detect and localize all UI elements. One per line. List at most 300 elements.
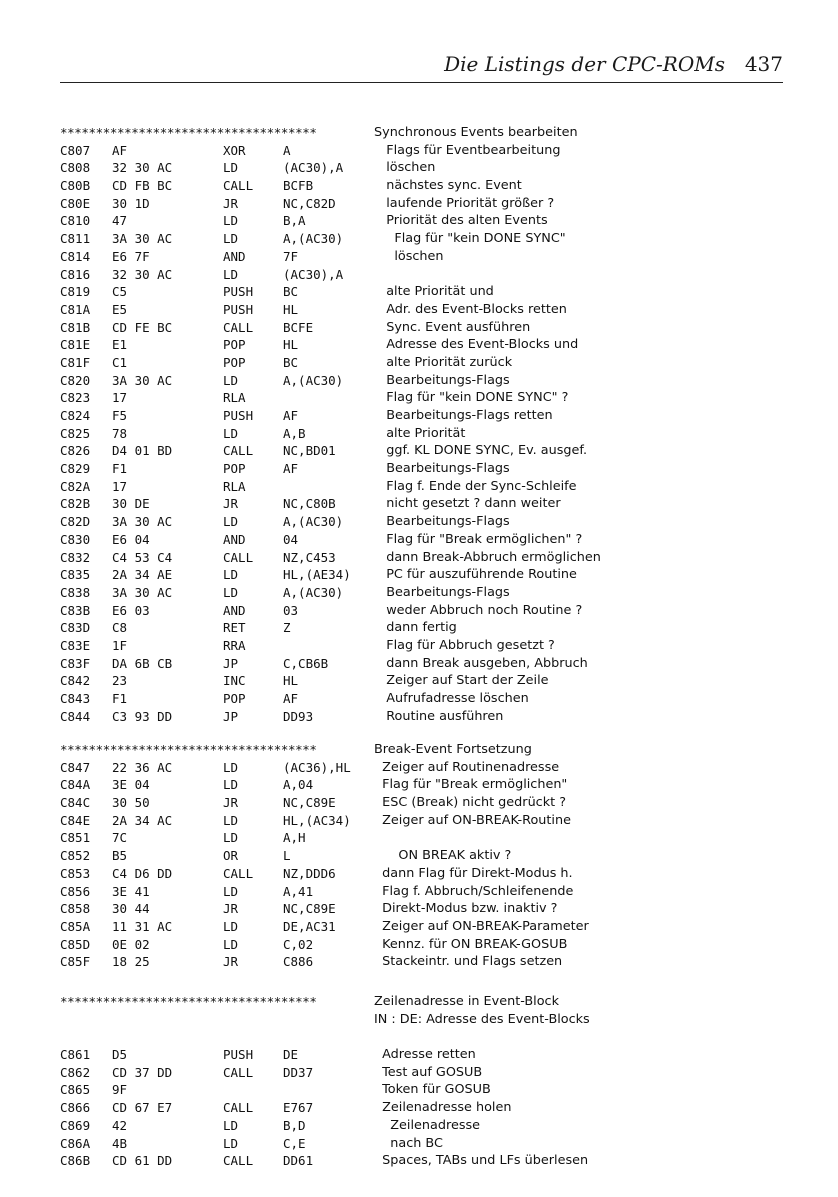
comment: dann fertig xyxy=(374,620,457,636)
mnemonic: LD xyxy=(223,777,239,793)
hex-bytes: 3A 30 AC xyxy=(112,372,173,388)
mnemonic: LD xyxy=(223,936,239,952)
comment: ESC (Break) nicht gedrückt ? xyxy=(374,795,566,811)
operand: A,(AC30) xyxy=(283,514,344,530)
address: C824 xyxy=(60,408,91,423)
mnemonic: LD xyxy=(223,231,239,247)
comment: Aufrufadresse löschen xyxy=(374,691,529,706)
listing-line xyxy=(60,336,790,354)
comment: alte Priorität und xyxy=(374,284,494,300)
operand: DD37 xyxy=(283,1064,314,1080)
page-number: 437 xyxy=(744,52,783,76)
hex-bytes: 78 xyxy=(112,425,128,441)
hex-bytes: AF xyxy=(112,142,128,158)
mnemonic: LD xyxy=(223,883,239,899)
listing-line xyxy=(60,865,790,883)
operand: BCFE xyxy=(283,319,314,335)
address: C81F xyxy=(60,354,91,370)
mnemonic: CALL xyxy=(223,319,254,335)
listing-line xyxy=(60,1135,790,1153)
comment: Stackeintr. und Flags setzen xyxy=(374,954,563,970)
section-subheading-row xyxy=(60,1011,790,1029)
hex-bytes: C3 93 DD xyxy=(112,708,173,724)
mnemonic: XOR xyxy=(223,142,246,158)
hex-bytes: D4 01 BD xyxy=(112,443,173,459)
mnemonic: LD xyxy=(223,213,239,229)
address: C83E xyxy=(60,637,91,653)
listing-line xyxy=(60,159,790,177)
listing-line xyxy=(60,460,790,478)
mnemonic: RLA xyxy=(223,390,246,406)
hex-bytes: 47 xyxy=(112,213,128,229)
address: C814 xyxy=(60,248,91,264)
running-title: Die Listings der CPC-ROMs xyxy=(444,52,725,76)
mnemonic: RRA xyxy=(223,637,246,653)
hex-bytes: 3E 41 xyxy=(112,883,150,899)
section-heading: Break-Event Fortsetzung xyxy=(374,742,532,757)
listing-line xyxy=(60,425,790,443)
listing-line xyxy=(60,1064,790,1082)
listing-line xyxy=(60,953,790,971)
address: C85D xyxy=(60,936,91,952)
address: C851 xyxy=(60,830,91,846)
listing-line xyxy=(60,1117,790,1135)
mnemonic: POP xyxy=(223,461,246,477)
address: C80B xyxy=(60,178,91,194)
section-heading-row xyxy=(60,741,790,759)
comment: nicht gesetzt ? dann weiter xyxy=(374,496,561,512)
listing-line xyxy=(60,900,790,918)
mnemonic: JR xyxy=(223,954,239,970)
address: C829 xyxy=(60,461,91,477)
address: C808 xyxy=(60,160,91,176)
mnemonic: LD xyxy=(223,830,239,846)
mnemonic: LD xyxy=(223,759,239,775)
comment: Flag für "Break ermöglichen" xyxy=(374,777,568,793)
mnemonic: INC xyxy=(223,673,246,689)
address: C835 xyxy=(60,567,91,583)
separator-stars: ************************************ xyxy=(60,994,317,1009)
hex-bytes: F5 xyxy=(112,408,128,423)
address: C85F xyxy=(60,954,91,970)
hex-bytes: B5 xyxy=(112,848,128,864)
operand: E767 xyxy=(283,1100,314,1116)
comment: nach BC xyxy=(374,1135,443,1151)
comment: Adresse des Event-Blocks und xyxy=(374,337,579,353)
comment: Flag für "kein DONE SYNC" ? xyxy=(374,390,569,406)
comment: Bearbeitungs-Flags xyxy=(374,372,510,388)
mnemonic: CALL xyxy=(223,1153,254,1169)
listing-line xyxy=(60,283,790,301)
listing-line xyxy=(60,690,790,708)
hex-bytes: E6 03 xyxy=(112,602,150,618)
mnemonic: OR xyxy=(223,848,239,864)
operand: L xyxy=(283,848,291,864)
comment: Flag f. Ende der Sync-Schleife xyxy=(374,478,577,494)
listing-line xyxy=(60,918,790,936)
operand: HL,(AE34) xyxy=(283,567,351,583)
operand: C886 xyxy=(283,954,314,970)
operand: HL xyxy=(283,337,299,353)
comment: ON BREAK aktiv ? xyxy=(374,848,512,864)
comment: Token für GOSUB xyxy=(374,1082,491,1098)
address: C843 xyxy=(60,691,91,706)
comment: ggf. KL DONE SYNC, Ev. ausgef. xyxy=(374,443,588,459)
listing-line xyxy=(60,372,790,390)
address: C858 xyxy=(60,901,91,917)
listing-line xyxy=(60,389,790,407)
address: C832 xyxy=(60,549,91,565)
listing-line xyxy=(60,495,790,513)
mnemonic: POP xyxy=(223,354,246,370)
hex-bytes: C4 D6 DD xyxy=(112,865,173,881)
mnemonic: LD xyxy=(223,425,239,441)
operand: BCFB xyxy=(283,178,314,194)
operand: NC,C89E xyxy=(283,795,336,811)
listing-line xyxy=(60,847,790,865)
hex-bytes: C5 xyxy=(112,284,128,300)
listing-section-zeilenadresse xyxy=(60,993,790,1170)
hex-bytes: 30 1D xyxy=(112,195,150,211)
address: C83F xyxy=(60,655,91,671)
mnemonic: RLA xyxy=(223,478,246,494)
comment: dann Flag für Direkt-Modus h. xyxy=(374,865,573,881)
listing-line xyxy=(60,655,790,673)
operand: NC,C82D xyxy=(283,195,336,211)
operand: (AC30),A xyxy=(283,266,344,282)
hex-bytes: 32 30 AC xyxy=(112,160,173,176)
listing-line xyxy=(60,230,790,248)
comment: Zeiger auf ON-BREAK-Parameter xyxy=(374,918,589,934)
mnemonic: LD xyxy=(223,584,239,600)
hex-bytes: 30 44 xyxy=(112,901,150,917)
mnemonic: CALL xyxy=(223,443,254,459)
operand: DE,AC31 xyxy=(283,918,336,934)
comment: Flags für Eventbearbeitung xyxy=(374,142,561,158)
address: C85A xyxy=(60,918,91,934)
operand: HL,(AC34) xyxy=(283,812,351,828)
listing-line xyxy=(60,301,790,319)
address: C81B xyxy=(60,319,91,335)
listing-line xyxy=(60,319,790,337)
operand: C,02 xyxy=(283,936,314,952)
comment: alte Priorität xyxy=(374,425,466,441)
hex-bytes: C4 53 C4 xyxy=(112,549,173,565)
address: C838 xyxy=(60,584,91,600)
comment: Flag für "Break ermöglichen" ? xyxy=(374,531,583,547)
listing-line xyxy=(60,1099,790,1117)
mnemonic: JR xyxy=(223,195,239,211)
hex-bytes: 3A 30 AC xyxy=(112,514,173,530)
listing-line xyxy=(60,1152,790,1170)
comment: nächstes sync. Event xyxy=(374,178,522,194)
listing-line xyxy=(60,812,790,830)
hex-bytes: C8 xyxy=(112,620,128,636)
section-heading: Zeilenadresse in Event-Block xyxy=(374,994,559,1009)
address: C861 xyxy=(60,1047,91,1063)
operand: B,A xyxy=(283,213,306,229)
hex-bytes: 42 xyxy=(112,1117,128,1133)
separator-stars: ************************************ xyxy=(60,742,317,757)
separator-stars: ************************************ xyxy=(60,125,317,140)
listing-line xyxy=(60,602,790,620)
address: C83B xyxy=(60,602,91,618)
address: C853 xyxy=(60,865,91,881)
address: C86A xyxy=(60,1135,91,1151)
address: C86B xyxy=(60,1153,91,1169)
operand: (AC30),A xyxy=(283,160,344,176)
hex-bytes: 2A 34 AE xyxy=(112,567,173,583)
listing-line xyxy=(60,177,790,195)
operand: NC,BD01 xyxy=(283,443,336,459)
section-subheading: IN : DE: Adresse des Event-Blocks xyxy=(374,1011,590,1027)
operand: A,04 xyxy=(283,777,314,793)
comment: weder Abbruch noch Routine ? xyxy=(374,602,583,618)
listing-line xyxy=(60,672,790,690)
operand: C,CB6B xyxy=(283,655,329,671)
mnemonic: LD xyxy=(223,1135,239,1151)
mnemonic: LD xyxy=(223,160,239,176)
operand: 7F xyxy=(283,248,299,264)
hex-bytes: 30 50 xyxy=(112,795,150,811)
hex-bytes: 3A 30 AC xyxy=(112,584,173,600)
hex-bytes: 3A 30 AC xyxy=(112,231,173,247)
operand: A,41 xyxy=(283,883,314,899)
mnemonic: POP xyxy=(223,337,246,353)
address: C865 xyxy=(60,1082,91,1098)
comment: Flag für Abbruch gesetzt ? xyxy=(374,637,555,653)
address: C83D xyxy=(60,620,91,636)
mnemonic: CALL xyxy=(223,1064,254,1080)
address: C84C xyxy=(60,795,91,811)
address: C862 xyxy=(60,1064,91,1080)
operand: NC,C89E xyxy=(283,901,336,917)
hex-bytes: CD 37 DD xyxy=(112,1064,173,1080)
operand: A,(AC30) xyxy=(283,231,344,247)
hex-bytes: E6 7F xyxy=(112,248,150,264)
address: C820 xyxy=(60,372,91,388)
mnemonic: JR xyxy=(223,901,239,917)
listing-line xyxy=(60,442,790,460)
listing-line xyxy=(60,883,790,901)
operand: HL xyxy=(283,673,299,689)
mnemonic: JR xyxy=(223,496,239,512)
mnemonic: POP xyxy=(223,691,246,706)
blank-line xyxy=(60,1028,790,1046)
hex-bytes: 7C xyxy=(112,830,128,846)
mnemonic: PUSH xyxy=(223,408,254,423)
operand: Z xyxy=(283,620,291,636)
comment: Priorität des alten Events xyxy=(374,213,548,229)
address: C816 xyxy=(60,266,91,282)
operand: B,D xyxy=(283,1117,306,1133)
comment: löschen xyxy=(374,160,436,176)
mnemonic: RET xyxy=(223,620,246,636)
listing-section-synchronous-events xyxy=(60,124,790,725)
address: C852 xyxy=(60,848,91,864)
mnemonic: JR xyxy=(223,795,239,811)
listing-line xyxy=(60,936,790,954)
comment: Adresse retten xyxy=(374,1047,476,1063)
hex-bytes: 4B xyxy=(112,1135,128,1151)
comment: löschen xyxy=(374,248,444,264)
comment: alte Priorität zurück xyxy=(374,354,513,370)
operand: NZ,DDD6 xyxy=(283,865,336,881)
hex-bytes: 2A 34 AC xyxy=(112,812,173,828)
listing-line xyxy=(60,478,790,496)
hex-bytes: E6 04 xyxy=(112,531,150,547)
comment: Test auf GOSUB xyxy=(374,1064,483,1080)
listing-line xyxy=(60,776,790,794)
operand: DD93 xyxy=(283,708,314,724)
address: C811 xyxy=(60,231,91,247)
listing-line xyxy=(60,513,790,531)
comment: dann Break-Abbruch ermöglichen xyxy=(374,549,601,565)
section-heading-row xyxy=(60,124,790,142)
listing-line xyxy=(60,407,790,425)
operand: A,(AC30) xyxy=(283,372,344,388)
comment: Kennz. für ON BREAK-GOSUB xyxy=(374,936,568,952)
operand: DE xyxy=(283,1047,299,1063)
address: C81A xyxy=(60,301,91,317)
hex-bytes: 30 DE xyxy=(112,496,150,512)
hex-bytes: CD FB BC xyxy=(112,178,173,194)
listing-line xyxy=(60,354,790,372)
address: C82B xyxy=(60,496,91,512)
mnemonic: PUSH xyxy=(223,284,254,300)
listing-line xyxy=(60,584,790,602)
listing-line xyxy=(60,549,790,567)
hex-bytes: 22 36 AC xyxy=(112,759,173,775)
address: C819 xyxy=(60,284,91,300)
comment: Flag für "kein DONE SYNC" xyxy=(374,231,566,247)
section-heading-row xyxy=(60,993,790,1011)
comment: Zeiger auf Routinenadresse xyxy=(374,759,560,775)
address: C826 xyxy=(60,443,91,459)
hex-bytes: CD 61 DD xyxy=(112,1153,173,1169)
comment: Sync. Event ausführen xyxy=(374,319,531,335)
comment: dann Break ausgeben, Abbruch xyxy=(374,655,588,671)
address: C84E xyxy=(60,812,91,828)
mnemonic: LD xyxy=(223,567,239,583)
listing-section-break-event xyxy=(60,741,790,971)
address: C810 xyxy=(60,213,91,229)
section-heading: Synchronous Events bearbeiten xyxy=(374,125,578,140)
comment: Flag f. Abbruch/Schleifenende xyxy=(374,883,574,899)
address: C844 xyxy=(60,708,91,724)
operand: NZ,C453 xyxy=(283,549,336,565)
comment: Adr. des Event-Blocks retten xyxy=(374,301,567,317)
hex-bytes: 9F xyxy=(112,1082,128,1098)
operand: A,H xyxy=(283,830,306,846)
address: C830 xyxy=(60,531,91,547)
address: C80E xyxy=(60,195,91,211)
operand: A,B xyxy=(283,425,306,441)
listing-line xyxy=(60,195,790,213)
hex-bytes: CD FE BC xyxy=(112,319,173,335)
operand: BC xyxy=(283,354,299,370)
operand: AF xyxy=(283,461,299,477)
hex-bytes: D5 xyxy=(112,1047,128,1063)
hex-bytes: 11 31 AC xyxy=(112,918,173,934)
hex-bytes: DA 6B CB xyxy=(112,655,173,671)
address: C84A xyxy=(60,777,91,793)
address: C847 xyxy=(60,759,91,775)
operand: 04 xyxy=(283,531,299,547)
comment: Zeilenadresse xyxy=(374,1117,481,1133)
hex-bytes: 17 xyxy=(112,478,128,494)
page-header xyxy=(60,52,783,83)
mnemonic: PUSH xyxy=(223,301,254,317)
mnemonic: AND xyxy=(223,248,246,264)
listing-line xyxy=(60,619,790,637)
mnemonic: LD xyxy=(223,514,239,530)
address: C856 xyxy=(60,883,91,899)
operand: A xyxy=(283,142,291,158)
comment: PC für auszuführende Routine xyxy=(374,567,577,583)
mnemonic: CALL xyxy=(223,1100,254,1116)
listing-line xyxy=(60,248,790,266)
operand: HL xyxy=(283,301,299,317)
address: C842 xyxy=(60,673,91,689)
operand: (AC36),HL xyxy=(283,759,351,775)
mnemonic: JP xyxy=(223,655,239,671)
mnemonic: PUSH xyxy=(223,1047,254,1063)
operand: NC,C80B xyxy=(283,496,336,512)
comment: Direkt-Modus bzw. inaktiv ? xyxy=(374,901,558,917)
operand: AF xyxy=(283,691,299,706)
comment: Bearbeitungs-Flags xyxy=(374,514,510,530)
hex-bytes: 18 25 xyxy=(112,954,150,970)
operand: 03 xyxy=(283,602,299,618)
hex-bytes: 23 xyxy=(112,673,128,689)
hex-bytes: 0E 02 xyxy=(112,936,150,952)
comment: Zeilenadresse holen xyxy=(374,1100,512,1116)
listing-line xyxy=(60,1081,790,1099)
comment: Zeiger auf Start der Zeile xyxy=(374,673,549,689)
mnemonic: CALL xyxy=(223,178,254,194)
listing-line xyxy=(60,531,790,549)
address: C823 xyxy=(60,390,91,406)
listing-line xyxy=(60,142,790,160)
listing-line xyxy=(60,566,790,584)
hex-bytes: 1F xyxy=(112,637,128,653)
hex-bytes: E1 xyxy=(112,337,128,353)
mnemonic: LD xyxy=(223,372,239,388)
hex-bytes: C1 xyxy=(112,354,128,370)
operand: AF xyxy=(283,408,299,423)
hex-bytes: F1 xyxy=(112,691,128,706)
listing-line xyxy=(60,829,790,847)
address: C825 xyxy=(60,425,91,441)
address: C82D xyxy=(60,514,91,530)
mnemonic: AND xyxy=(223,531,246,547)
address: C869 xyxy=(60,1117,91,1133)
operand: DD61 xyxy=(283,1153,314,1169)
comment: Bearbeitungs-Flags xyxy=(374,461,510,477)
mnemonic: LD xyxy=(223,812,239,828)
mnemonic: CALL xyxy=(223,865,254,881)
listing-line xyxy=(60,212,790,230)
hex-bytes: 32 30 AC xyxy=(112,266,173,282)
address: C81E xyxy=(60,337,91,353)
listing-line xyxy=(60,759,790,777)
operand: A,(AC30) xyxy=(283,584,344,600)
mnemonic: LD xyxy=(223,918,239,934)
listing-line xyxy=(60,266,790,284)
comment: Bearbeitungs-Flags xyxy=(374,584,510,600)
comment: Bearbeitungs-Flags retten xyxy=(374,408,553,423)
